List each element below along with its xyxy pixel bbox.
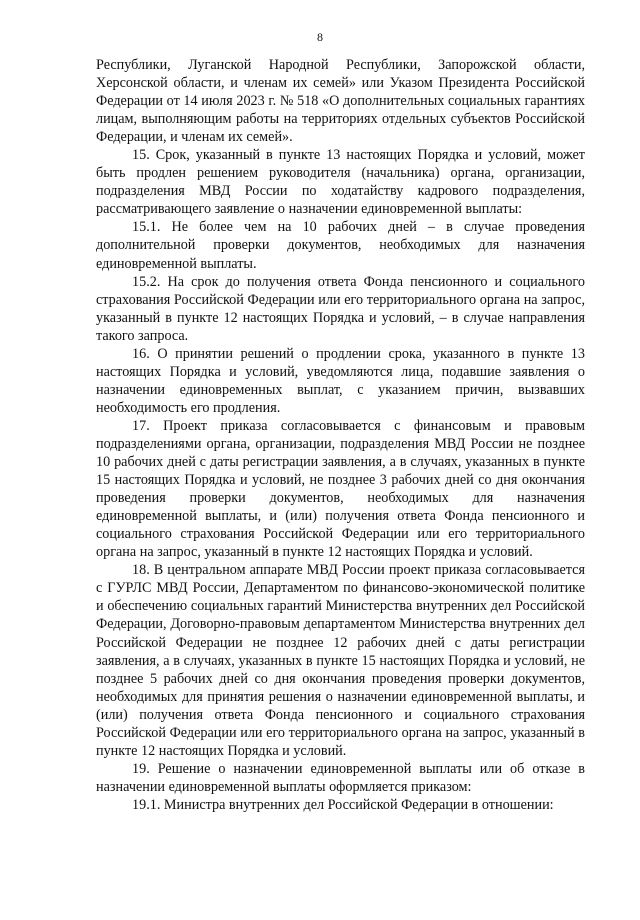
paragraph-19: 19. Решение о назначении единовременной выплаты или об отказе в назначении единовременной выплаты оформляется приказом: bbox=[96, 760, 585, 795]
paragraph-16: 16. О принятии решений о продлении срока, указанного в пункте 13 настоящих Порядка и условий, уведомляются лица, подавшие заявления о назначении единовременных выплат, с указанием причин, вызвавших необходимость его продления. bbox=[96, 345, 585, 416]
paragraph-15-1: 15.1. Не более чем на 10 рабочих дней – в случае проведения дополнительной проверки документов, необходимых для назначения единовременной выплаты. bbox=[96, 219, 585, 272]
paragraph-18: 18. В центральном аппарате МВД России проект приказа согласовывается с ГУРЛС МВД России, Департаментом по финансово-экономической политике и обеспечению социальных гарантий Министерства внутренних дел Российской Федерации, Договорно-правовым департаментом Министерства внутренних дел Российской Федерации не позднее 12 рабочих дней с даты регистрации заявления, а в случаях, указанных в пункте 15 настоящих Порядка и условий, не позднее 5 рабочих дней со дня окончания проведения проверки документов, необходимых для принятия решения о назначении единовременной выплаты, и (или) получения ответа Фонда пенсионного и социального страхования Российской Федерации или его территориального органа на запрос, указанный в пункте 12 настоящих Порядка и условий. bbox=[96, 562, 585, 759]
document-body bbox=[96, 56, 585, 814]
paragraph-19-1: 19.1. Министра внутренних дел Российской Федерации в отношении: bbox=[132, 796, 554, 813]
page-number: 8 bbox=[317, 30, 323, 44]
paragraph-17: 17. Проект приказа согласовывается с финансовым и правовым подразделениями органа, организации, подразделения МВД России не позднее 10 рабочих дней с даты регистрации заявления, а в случаях, указанных в пункте 15 настоящих Порядка и условий, не позднее 3 рабочих дней со дня окончания проведения проверки документов, необходимых для назначения единовременной выплаты, и (или) получения ответа Фонда пенсионного и социального страхования Российской Федерации или его территориального органа на запрос, указанный в пункте 12 настоящих Порядка и условий. bbox=[96, 417, 585, 561]
paragraph-continuation: Республики, Луганской Народной Республики, Запорожской области, Херсонской области, и членам их семей» или Указом Президента Российской Федерации от 14 июля 2023 г. № 518 «О дополнительных социальных гарантиях лицам, выполняющим работы на территориях отдельных субъектов Российской Федерации, и членам их семей». bbox=[96, 57, 585, 146]
paragraph-15-2: 15.2. На срок до получения ответа Фонда пенсионного и социального страхования Российской Федерации или его территориального органа на запрос, указанный в пункте 12 настоящих Порядка и условий, – в случае направления такого запроса. bbox=[96, 273, 585, 344]
paragraph-15: 15. Срок, указанный в пункте 13 настоящих Порядка и условий, может быть продлен решением руководителя (начальника) органа, организации, подразделения МВД России по ходатайству кадрового подразделения, рассматривающего заявление о назначении единовременной выплаты: bbox=[96, 147, 585, 218]
